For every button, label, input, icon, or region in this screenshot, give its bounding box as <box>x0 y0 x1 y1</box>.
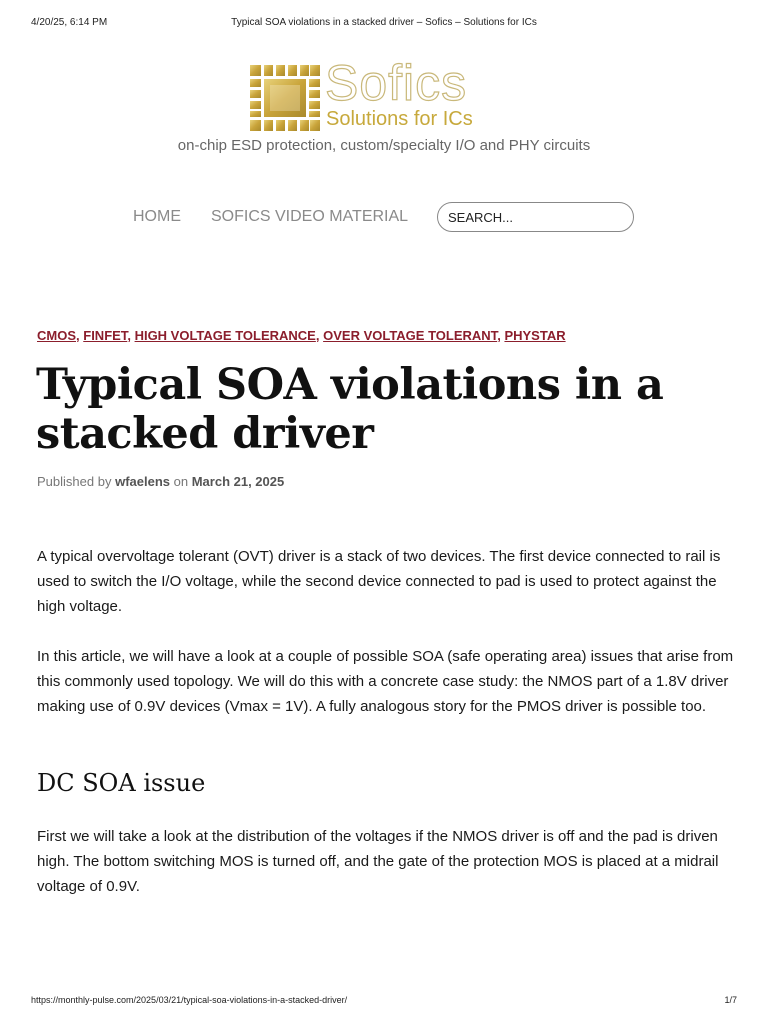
post-meta <box>37 474 284 489</box>
content-paragraph: First we will take a look at the distribution of the voltages if the NMOS driver is off and the pad is driven high. The bottom switching MOS is turned off, and the gate of the protection MOS is placed at a midrail voltage of 0.9V. <box>37 828 719 895</box>
category-separator: , <box>315 328 320 343</box>
logo-brand-name: Sofics <box>325 55 468 111</box>
site-logo[interactable] <box>250 55 530 131</box>
site-description: on-chip ESD protection, custom/specialty I/O and PHY circuits <box>177 137 591 154</box>
published-by-label: Published by <box>37 474 112 489</box>
nav-home-link[interactable]: HOME <box>133 208 181 225</box>
category-separator: , <box>76 328 80 343</box>
publish-date-link[interactable]: March 21, 2025 <box>191 474 285 489</box>
content-paragraph: In this article, we will have a look at a couple of possible SOA (safe operating area) issues that arise from this commonly used topology. We will do this with a concrete case study: the NMOS part of a 1.8V driver making use of 0.9V devices (Vmax = 1V). A fully analogous story for the PMOS driver is possible too. <box>37 648 734 715</box>
post-title: Typical SOA violations in a stacked driver <box>36 360 664 459</box>
main-navigation <box>0 200 768 234</box>
nav-video-material-link[interactable]: SOFICS VIDEO MATERIAL <box>211 208 409 225</box>
print-url: https://monthly-pulse.com/2025/03/21/typical-soa-violations-in-a-stacked-driver/ <box>31 995 348 1005</box>
category-separator: , <box>127 328 131 343</box>
print-page-number: 1/7 <box>724 995 737 1005</box>
logo-tagline: Solutions for ICs <box>326 108 473 130</box>
print-footer <box>0 995 768 1009</box>
print-document-title: Typical SOA violations in a stacked driver – Sofics – Solutions for ICs <box>231 17 537 28</box>
category-link-finfet[interactable]: FINFET <box>83 328 128 343</box>
chip-logo-icon <box>250 65 320 131</box>
print-datetime: 4/20/25, 6:14 PM <box>31 17 108 28</box>
print-header <box>0 17 768 31</box>
category-link-over-voltage-tolerant[interactable]: OVER VOLTAGE TOLERANT <box>323 328 498 343</box>
category-link-high-voltage-tolerance[interactable]: HIGH VOLTAGE TOLERANCE <box>134 328 316 343</box>
content-paragraph: A typical overvoltage tolerant (OVT) driver is a stack of two devices. The first device connected to rail is used to switch the I/O voltage, while the second device connected to pad is used to protect against the high voltage. <box>37 548 721 615</box>
category-link-phystar[interactable]: PHYSTAR <box>504 328 566 343</box>
search-input[interactable] <box>437 202 634 232</box>
author-link[interactable]: wfaelens <box>115 474 170 489</box>
post-categories <box>37 328 566 343</box>
category-link-cmos[interactable]: CMOS <box>37 328 76 343</box>
section-heading-dc-soa: DC SOA issue <box>37 769 206 797</box>
category-separator: , <box>497 328 501 343</box>
on-label: on <box>173 474 189 489</box>
